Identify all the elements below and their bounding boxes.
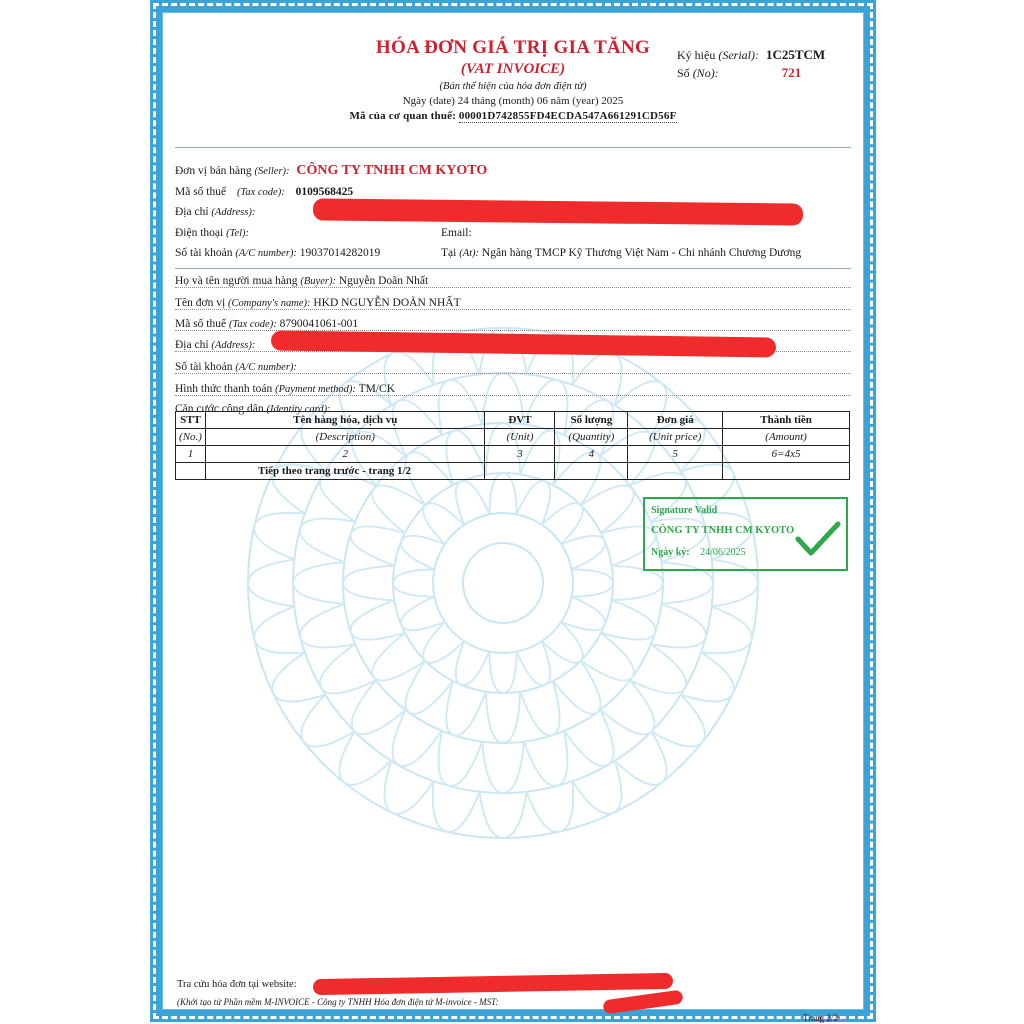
seller-tax-label-en: (Tax code): — [236, 187, 285, 198]
checkmark-icon — [795, 521, 841, 557]
buyer-company-label: Tên đơn vị — [175, 297, 226, 309]
seller-tax-row — [175, 186, 851, 198]
col-header: Tên hàng hóa, dịch vụ — [205, 412, 485, 429]
buyer-address-label: Địa chỉ — [175, 339, 209, 351]
signature-status: Signature Valid — [651, 505, 718, 516]
software-line: (Khởi tạo từ Phần mềm M-INVOICE - Công ty TNHH Hóa đơn điện tử M-invoice - MST: — [177, 997, 499, 1007]
identity-label: Căn cước công dân — [175, 403, 264, 415]
buyer-tax-row — [175, 318, 851, 331]
mandala-petal — [254, 607, 305, 654]
invoice-subtitle: (VAT INVOICE) — [460, 61, 566, 77]
mandala-petal — [384, 761, 433, 814]
invoice-number: 721 — [781, 65, 802, 80]
mandala-petal — [524, 731, 568, 786]
seller-address-label: Địa chỉ — [175, 206, 209, 218]
continuation-text: Tiếp theo trang trước - trang 1/2 — [205, 463, 485, 480]
table-header-en-row — [176, 429, 850, 446]
buyer-address-label-en: (Address): — [211, 340, 256, 351]
serial-value: 1C25TCM — [765, 47, 826, 62]
mandala-petal — [681, 652, 734, 701]
signature-date-line — [651, 547, 746, 558]
lookup-line: Tra cứu hóa đơn tại website: — [177, 979, 297, 990]
seller-bank: Ngân hàng TMCP Kỹ Thương Việt Nam - Chi nhánh Chương Dương — [481, 247, 802, 259]
seller-account-label-en: (A/C number): — [235, 248, 297, 259]
index-cell: 4 — [555, 446, 628, 463]
invoice-inner-border — [162, 12, 864, 1023]
mandala-petal — [572, 761, 621, 814]
mandala-petal — [527, 781, 574, 832]
serial-label: Ký hiệu — [677, 48, 716, 62]
invoice-note: (Bản thể hiện của hóa đơn điện tử) — [439, 81, 587, 92]
mandala-petal — [561, 597, 605, 631]
mandala-petal — [651, 604, 706, 648]
identity-label-en: (Identity card): — [266, 404, 331, 415]
buyer-account-row — [175, 361, 851, 374]
payment-label: Hình thức thanh toán — [175, 383, 273, 395]
mandala-petal — [456, 641, 490, 685]
mandala-petal — [489, 652, 516, 693]
seller-bank-label-en: (At): — [459, 248, 480, 259]
payment-method: TM/CK — [358, 383, 395, 395]
divider — [175, 147, 851, 148]
col-header: ĐVT — [485, 412, 555, 429]
mandala-petal — [401, 597, 445, 631]
payment-label-en: (Payment method): — [275, 384, 356, 395]
seller-contact-row — [175, 227, 851, 239]
mandala-petal — [572, 569, 613, 596]
mandala-petal — [517, 481, 551, 525]
mandala-petal — [248, 559, 294, 606]
mandala-petal — [439, 731, 483, 786]
table-header-row — [176, 412, 850, 429]
buyer-account-label: Số tài khoản — [175, 361, 233, 373]
col-header-en: (Unit price) — [628, 429, 723, 446]
index-cell: 1 — [176, 446, 206, 463]
seller-account-row — [175, 247, 851, 259]
mandala-petal — [351, 600, 405, 639]
seller-name-label-en: (Seller): — [254, 166, 290, 177]
col-header: STT — [176, 412, 206, 429]
tax-authority-code-line — [163, 110, 863, 122]
mandala-petal — [272, 652, 325, 701]
mandala-petal — [339, 731, 391, 784]
number-label-en: (No): — [692, 66, 719, 80]
index-cell: 5 — [628, 446, 723, 463]
mandala-petal — [343, 566, 394, 600]
col-header-en: (No.) — [176, 429, 206, 446]
mandala-petal — [701, 607, 752, 654]
signature-company: CÔNG TY TNHH CM KYOTO — [651, 525, 795, 536]
serial-label-en: (Serial): — [718, 48, 759, 62]
seller-phone-label: Điện thoại — [175, 227, 224, 239]
mandala-petal — [301, 695, 354, 747]
mandala-petal — [351, 526, 405, 565]
mandala-petal — [293, 562, 344, 604]
col-header-en: (Description) — [205, 429, 485, 446]
mandala-petal — [520, 681, 559, 735]
mandala-petal — [393, 569, 434, 596]
invoice-title: HÓA ĐƠN GIÁ TRỊ GIA TĂNG — [375, 37, 651, 58]
buyer-company-label-en: (Company's name): — [228, 298, 311, 309]
mandala-petal — [601, 600, 655, 639]
buyer-name-label-en: (Buyer): — [300, 276, 336, 287]
items-table — [175, 411, 850, 480]
mandala-petal — [517, 641, 551, 685]
col-header: Thành tiền — [723, 412, 850, 429]
number-label: Số — [677, 66, 690, 80]
seller-email-label: Email: — [441, 227, 472, 239]
buyer-tax-label: Mã số thuế — [175, 318, 227, 330]
tax-authority-code: 00001D742855FD4ECDA547A661291CD56F — [458, 110, 677, 122]
signature-date-label: Ngày ký: — [651, 547, 690, 558]
seller-tax-label: Mã số thuế — [175, 186, 227, 198]
buyer-name: Nguyễn Doãn Nhất — [338, 275, 429, 287]
col-header-en: (Quantity) — [555, 429, 628, 446]
mandala-petal — [433, 781, 480, 832]
mandala-petal — [486, 692, 520, 743]
mandala-petal — [401, 536, 445, 570]
seller-address-label-en: (Address): — [211, 207, 256, 218]
index-cell: 3 — [485, 446, 555, 463]
redaction-mark — [313, 198, 803, 225]
page-number: Trang 2/2 — [803, 1013, 838, 1023]
seller-name: CÔNG TY TNHH CM KYOTO — [296, 163, 488, 178]
digital-signature-box — [643, 497, 848, 571]
buyer-company-row — [175, 297, 851, 310]
invoice-date: Ngày (date) 24 tháng (month) 06 năm (year) 2025 — [402, 95, 624, 107]
mandala-petal — [254, 513, 305, 560]
mandala-petal — [446, 681, 485, 735]
divider — [175, 268, 851, 269]
table-row — [176, 463, 850, 480]
seller-bank-group — [441, 247, 801, 259]
mandala-petal — [482, 742, 524, 793]
mandala-petal — [615, 731, 667, 784]
buyer-name-label: Họ và tên người mua hàng — [175, 275, 298, 287]
mandala-petal — [456, 481, 490, 525]
seller-phone-label-en: (Tel): — [226, 228, 250, 239]
col-header-en: (Unit) — [485, 429, 555, 446]
col-header: Số lượng — [555, 412, 628, 429]
mandala-petal — [300, 604, 355, 648]
signature-date: 24/06/2025 — [700, 547, 746, 558]
mandala-petal — [300, 519, 355, 563]
index-cell: 2 — [205, 446, 485, 463]
redaction-mark — [602, 990, 683, 1015]
buyer-name-row — [175, 275, 851, 288]
mandala-petal — [600, 680, 654, 734]
buyer-tax-code: 8790041061-001 — [279, 318, 359, 330]
buyer-account-label-en: (A/C number): — [235, 362, 297, 373]
col-header: Đơn giá — [628, 412, 723, 429]
seller-name-row — [175, 163, 851, 179]
mandala-petal — [561, 536, 605, 570]
buyer-tax-label-en: (Tax code): — [228, 319, 277, 330]
seller-account-label: Số tài khoản — [175, 247, 233, 259]
invoice-page — [150, 0, 876, 1022]
col-header-en: (Amount) — [723, 429, 850, 446]
table-index-row — [176, 446, 850, 463]
payment-method-row — [175, 383, 851, 396]
index-cell: 6=4x5 — [723, 446, 850, 463]
mandala-petal — [352, 680, 406, 734]
tax-authority-label: Mã của cơ quan thuế: — [349, 110, 457, 122]
seller-bank-label: Tại — [441, 247, 457, 259]
seller-account: 19037014282019 — [299, 247, 381, 259]
serial-line — [677, 47, 825, 63]
redaction-mark — [313, 973, 673, 995]
seller-tax-code: 0109568425 — [295, 186, 354, 198]
invoice-number-line — [677, 65, 801, 81]
buyer-company: HKD NGUYỄN DOÃN NHẤT — [313, 297, 461, 309]
mandala-petal — [651, 695, 704, 747]
mandala-petal — [479, 792, 526, 838]
seller-name-label: Đơn vị bán hàng — [175, 165, 252, 177]
